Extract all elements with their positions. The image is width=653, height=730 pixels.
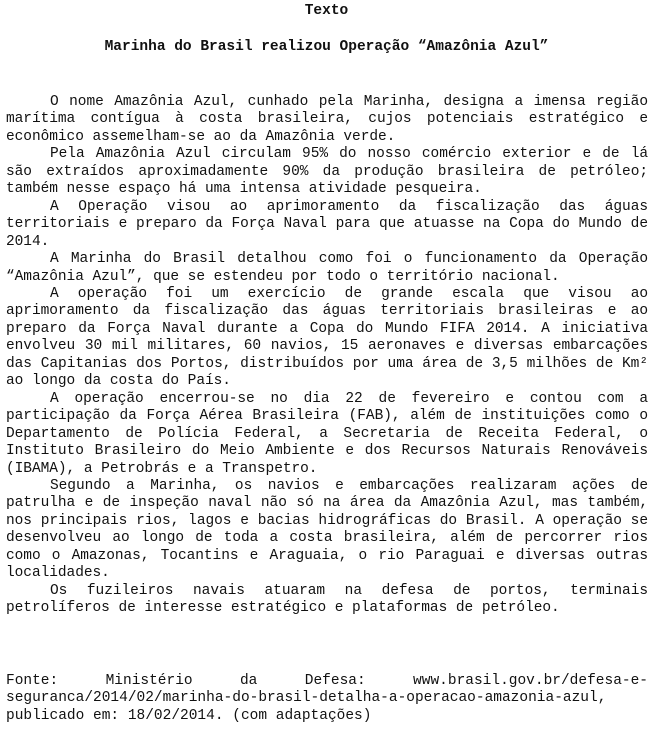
paragraph: Pela Amazônia Azul circulam 95% do nosso comércio exterior e de lá são extraídos aproximadamente 90% da produção brasileira de petróleo; também nesse espaço há uma intensa atividade pesqueira. — [6, 146, 648, 198]
paragraph: A Operação visou ao aprimoramento da fiscalização das águas territoriais e preparo da Força Naval para que atuasse na Copa do Mundo de 2014. — [6, 198, 648, 250]
source-citation: Fonte: Ministério da Defesa: www.brasil.gov.br/defesa-e-seguranca/2014/02/marinha-do-brasil-detalha-a-operacao-amazonia-azul, publicado em: 18/02/2014. (com adaptações) — [6, 673, 648, 724]
paragraph: Segundo a Marinha, os navios e embarcações realizaram ações de patrulha e de inspeção naval não só na área da Amazônia Azul, mas também, nos principais rios, lagos e bacias hidrográficas do Brasil. A operação se desenvolveu ao longo de toda a costa brasileira, além de percorrer rios como o Amazonas, Tocantins e Araguaia, o rio Paraguai e diversas outras localidades. — [6, 477, 648, 582]
article-body — [6, 94, 648, 618]
paragraph: A Marinha do Brasil detalhou como foi o funcionamento da Operação “Amazônia Azul”, que se estendeu por todo o território nacional. — [6, 251, 648, 285]
article-title: Marinha do Brasil realizou Operação “Amazônia Azul” — [104, 39, 549, 55]
paragraph: Os fuzileiros navais atuaram na defesa de portos, terminais petrolíferos de interesse estratégico e plataformas de petróleo. — [6, 582, 648, 617]
paragraph: A operação encerrou-se no dia 22 de fevereiro e contou com a participação da Força Aérea Brasileira (FAB), além de instituições como o Departamento de Polícia Federal, a Secretaria de Receita Federal, o Instituto Brasileiro do Meio Ambiente e dos Recursos Naturais Renováveis (IBAMA), a Petrobrás e a Transpetro. — [6, 390, 648, 477]
paragraph: O nome Amazônia Azul, cunhado pela Marinha, designa a imensa região marítima contígua à costa brasileira, cujos potenciais estratégico e econômico assemelham-se ao da Amazônia verde. — [6, 94, 648, 145]
text-label: Texto — [304, 3, 349, 19]
paragraph: A operação foi um exercício de grande escala que visou ao aprimoramento da fiscalização das águas territoriais brasileiras e ao preparo da Força Naval durante a Copa do Mundo FIFA 2014. A iniciativa envolveu 30 mil militares, 60 navios, 15 aeronaves e diversas embarcações das Capitanias dos Portos, distribuídos por uma área de 3,5 milhões de Km² ao longo da costa do País. — [6, 285, 648, 390]
